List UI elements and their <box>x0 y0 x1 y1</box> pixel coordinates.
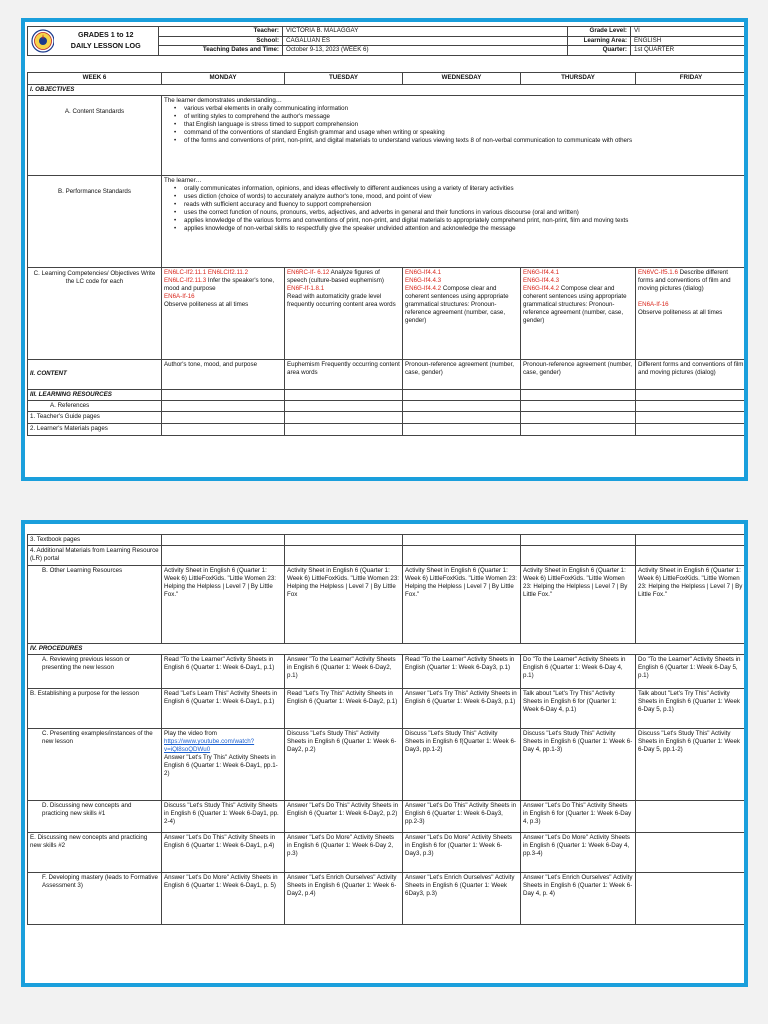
content-thursday: Pronoun-reference agreement (number, case, gender) <box>521 359 636 389</box>
procedure-d-monday: Discuss "Let's Study This" Activity Sheets in English 6 (Quarter 1: Week 6-Day1, pp. 2-4) <box>162 800 285 832</box>
area-value: ENGLISH <box>631 36 747 46</box>
additional-materials-label: 4. Additional Materials from Learning Resource (LR) portal <box>28 545 162 565</box>
teacher-value: VICTORIA B. MALAGGAY <box>283 27 568 37</box>
quarter-label: Quarter: <box>568 46 631 56</box>
competencies-friday: EN6VC-If5.1.6 Describe different forms and conventions of film and moving pictures (dialog) EN6A-If-16 Observe politeness at all times <box>636 267 747 359</box>
list-item: • orally communicates information, opinions, and ideas effectively to different audiences using a variety of literary activities <box>164 185 744 193</box>
procedure-b-friday: Talk about "Let's Try This" Activity Sheets in English 6 (Quarter 1: Week 6-Day 5, p.1) <box>636 688 747 728</box>
learners-materials-label: 2. Learner's Materials pages <box>28 423 162 435</box>
lesson-table-2 <box>27 534 747 925</box>
list-item: • reads with sufficient accuracy and fluency to support comprehension <box>164 201 744 209</box>
procedure-e-tuesday: Answer "Let's Do More" Activity Sheets in English 6 (Quarter 1: Week 6-Day 2, p.3) <box>285 832 403 872</box>
procedure-e-thursday: Answer "Let's Do More" Activity Sheets in English 6 (Quarter 1: Week 6-Day 4, pp.3-4) <box>521 832 636 872</box>
content-wednesday: Pronoun-reference agreement (number, case, gender) <box>403 359 521 389</box>
grade-value: VI <box>631 27 747 37</box>
content-tuesday: Euphemism Frequently occurring content area words <box>285 359 403 389</box>
list-item: • various verbal elements in orally communicating information <box>164 105 744 113</box>
lesson-table-1 <box>27 72 747 436</box>
procedure-c-tuesday: Discuss "Let's Study This" Activity Sheets in English 6 (Quarter 1: Week 6-Day2, p.2) <box>285 728 403 800</box>
content-standards-cell <box>162 95 747 175</box>
procedure-a-friday: Do "To the Learner" Activity Sheets in English 6 (Quarter 1: Week 6-Day 5, p.1) <box>636 654 747 688</box>
content-friday: Different forms and conventions of film and moving pictures (dialog) <box>636 359 747 389</box>
procedure-c-wednesday: Discuss "Let's Study This" Activity Sheets in English 6 f(Quarter 1: Week 6-Day3, pp.1-2) <box>403 728 521 800</box>
teachers-guide-label: 1. Teacher's Guide pages <box>28 411 162 423</box>
list-item: • uses diction (choice of words) to accurately analyze author's tone, mood, and point of view <box>164 193 744 201</box>
procedure-e-friday <box>636 832 747 872</box>
procedure-d-wednesday: Answer "Let's Do This" Activity Sheets in English 6 (Quarter 1: Week 6-Day3, pp.2-3) <box>403 800 521 832</box>
procedure-b-wednesday: Answer "Let's Try This" Activity Sheets in English 6 (Quarter 1: Week 6-Day3, p.1) <box>403 688 521 728</box>
procedure-d-thursday: Answer "Let's Do This" Activity Sheets in English 6 for (Quarter 1: Week 6-Day 4, p.3) <box>521 800 636 832</box>
dates-value: October 9-13, 2023 (WEEK 6) <box>283 46 568 56</box>
deped-seal-icon <box>28 27 54 56</box>
list-item: • of writing styles to comprehend the author's message <box>164 113 744 121</box>
content-monday: Author's tone, mood, and purpose <box>162 359 285 389</box>
week-header: WEEK 6 <box>28 73 162 85</box>
school-label: School: <box>159 36 283 46</box>
procedure-f-tuesday: Answer "Let's Enrich Ourselves" Activity Sheets in English 6 (Quarter 1: Week 6-Day2, p.4) <box>285 872 403 924</box>
procedure-e-monday: Answer "Let's Do This" Activity Sheets in English 6 (Quarter 1: Week 6-Day1, p.4) <box>162 832 285 872</box>
wednesday-header: WEDNESDAY <box>403 73 521 85</box>
competencies-tuesday: EN6RC-If- 6.12 Analyze figures of speech (culture-based euphemism) EN6F-If-1.8.1 Read with automaticity grade level frequently occurring content area words <box>285 267 403 359</box>
references-label: A. References <box>28 400 162 411</box>
competencies-monday: EN6LC-If2.11.1 EN6LCIf2.11.2 EN6LC-If2.11.3 Infer the speaker's tone, mood and purpose EN6A-If-16 Observe politeness at all times <box>162 267 285 359</box>
procedure-f-friday <box>636 872 747 924</box>
procedure-b-monday: Read "Let's Learn This" Activity Sheets in English 6 (Quarter 1: Week 6-Day1, p.1) <box>162 688 285 728</box>
procedure-c-thursday: Discuss "Let's Study This" Activity Sheets in English 6 (Quarter 1: Week 6-Day 4, pp.1-3) <box>521 728 636 800</box>
dates-label: Teaching Dates and Time: <box>159 46 283 56</box>
form-title: GRADES 1 to 12 <box>77 29 134 39</box>
textbook-label: 3. Textbook pages <box>28 535 162 546</box>
procedure-f-monday: Answer "Let's Do More" Activity Sheets in English 6 (Quarter 1: Week 6-Day1, p. 5) <box>162 872 285 924</box>
procedure-d-label: D. Discussing new concepts and practicing new skills #1 <box>28 800 162 832</box>
competencies-wednesday: EN6G-If4.4.1 EN6G-If4.4.3 EN6G-If4.4.2 Compose clear and coherent sentences using appropriate grammatical structures: Pronoun-reference agreement (number, case, gender) <box>403 267 521 359</box>
performance-standards-cell <box>162 175 747 267</box>
procedure-d-tuesday: Answer "Let's Do This" Activity Sheets in English 6 (Quarter 1: Week 6-Day2, p.2) <box>285 800 403 832</box>
youtube-link[interactable]: https://www.youtube.com/watch?v=iQl8soQDWu0 <box>164 737 255 753</box>
quarter-value: 1st QUARTER <box>631 46 747 56</box>
list-item: • applies knowledge of non-verbal skills to respectfully give the speaker undivided attention and acknowledge the message <box>164 225 744 233</box>
teacher-label: Teacher: <box>159 27 283 37</box>
procedure-a-thursday: Do "To the Learner" Activity Sheets in English 6 (Quarter 1: Week 6-Day 4, p.1) <box>521 654 636 688</box>
other-resources-wednesday: Activity Sheet in English 6 (Quarter 1: Week 6) LittleFoxKids. "Little Women 23: Helping the Helpless | Level 7 | By Little Fox." <box>403 565 521 643</box>
other-resources-tuesday: Activity Sheet in English 6 (Quarter 1: Week 6) LittleFoxKids. "Little Women 23: Helping the Helpless | Level 7 | By Little Fox <box>285 565 403 643</box>
list-item: • uses the correct function of nouns, pronouns, verbs, adjectives, and adverbs in general and their functions in various discourse (oral and written) <box>164 209 744 217</box>
page-1 <box>21 18 748 481</box>
page-2 <box>21 520 748 987</box>
procedure-d-friday <box>636 800 747 832</box>
monday-header: MONDAY <box>162 73 285 85</box>
procedure-f-thursday: Answer "Let's Enrich Ourselves" Activity Sheets in English 6 (Quarter 1: Week 6-Day 4, p. 4) <box>521 872 636 924</box>
procedures-heading: IV. PROCEDURES <box>28 643 747 654</box>
tuesday-header: TUESDAY <box>285 73 403 85</box>
competencies-thursday: EN6G-If4.4.1 EN6G-If4.4.3 EN6G-If4.4.2 Compose clear and coherent sentences using appropriate grammatical structures: Pronoun-reference agreement (number, case, gender) <box>521 267 636 359</box>
area-label: Learning Area: <box>568 36 631 46</box>
procedure-f-wednesday: Answer "Let's Enrich Ourselves" Activity Sheets in English 6 (Quarter 1: Week 6Day3, p.3) <box>403 872 521 924</box>
objectives-heading: I. OBJECTIVES <box>28 85 747 96</box>
content-standards-intro: The learner demonstrates understanding… <box>164 96 282 104</box>
competencies-label: C. Learning Competencies/ Objectives Write the LC code for each <box>28 267 162 359</box>
header-table <box>27 26 747 56</box>
procedure-e-wednesday: Answer "Let's Do More" Activity Sheets in English 6 for (Quarter 1: Week 6-Day3, p.3) <box>403 832 521 872</box>
other-resources-label: B. Other Learning Resources <box>28 565 162 643</box>
procedure-c-friday: Discuss "Let's Study This" Activity Sheets in English 6 (Quarter 1: Week 6-Day 5, pp.1-2) <box>636 728 747 800</box>
performance-standards-label: B. Performance Standards <box>28 175 162 267</box>
content-standards-label: A. Content Standards <box>28 95 162 175</box>
list-item: • that English language is stress timed to support comprehension <box>164 121 744 129</box>
list-item: • applies knowledge of the various forms and conventions of print, non-print, and digital materials to appropriately comprehend print, non-print, film and moving texts <box>164 217 744 225</box>
procedure-b-tuesday: Read "Let's Try This" Activity Sheets in English 6 (Quarter 1: Week 6-Day2, p.1) <box>285 688 403 728</box>
procedure-c-monday: Play the video from https://www.youtube.com/watch?v=iQl8soQDWu0 Answer "Let's Try This" Activity Sheets in English 6 (Quarter 1: Week 6-Day1, pp.1-2) <box>162 728 285 800</box>
procedure-b-thursday: Talk about "Let's Try This" Activity Sheets in English 6 for (Quarter 1: Week 6-Day 4, p.1) <box>521 688 636 728</box>
friday-header: FRIDAY <box>636 73 747 85</box>
other-resources-monday: Activity Sheet in English 6 (Quarter 1: Week 6) LittleFoxKids. "Little Women 23: Helping the Helpless | Level 7 | By Little Fox." <box>162 565 285 643</box>
procedure-a-monday: Read "To the Learner" Activity Sheets in English 6 (Quarter 1: Week 6-Day1, p.1) <box>162 654 285 688</box>
thursday-header: THURSDAY <box>521 73 636 85</box>
other-resources-thursday: Activity Sheet in English 6 (Quarter 1: Week 6) LittleFoxKids. "Little Women 23: Helping the Helpless | Level 7 | By Little Fox." <box>521 565 636 643</box>
list-item: • of the forms and conventions of print, non-print, and digital materials to understand various viewing texts 8 of non-verbal communication to communicate with others <box>164 137 744 145</box>
procedure-a-label: A. Reviewing previous lesson or presenting the new lesson <box>28 654 162 688</box>
other-resources-friday: Activity Sheet in English 6 (Quarter 1: Week 6) LittleFoxKids. "Little Women 23: Helping the Helpless | Level 7 | By Little Fox." <box>636 565 747 643</box>
resources-heading: III. LEARNING RESOURCES <box>28 389 162 400</box>
performance-standards-intro: The learner… <box>164 176 202 184</box>
procedure-b-label: B. Establishing a purpose for the lesson <box>28 688 162 728</box>
grade-label: Grade Level: <box>568 27 631 37</box>
procedure-a-wednesday: Read "To the Learner" Activity Sheets in English (Quarter 1: Week 6-Day3, p.1) <box>403 654 521 688</box>
procedure-c-label: C. Presenting examples/instances of the new lesson <box>28 728 162 800</box>
content-heading: II. CONTENT <box>28 359 162 389</box>
school-value: CAGALUAN ES <box>283 36 568 46</box>
procedure-e-label: E. Discussing new concepts and practicing new skills #2 <box>28 832 162 872</box>
list-item: • command of the conventions of standard English grammar and usage when writing or speaking <box>164 129 744 137</box>
procedure-a-tuesday: Answer "To the Learner" Activity Sheets in English 6 (Quarter 1: Week 6-Day2, p.1) <box>285 654 403 688</box>
procedure-f-label: F. Developing mastery (leads to Formative Assessment 3) <box>28 872 162 924</box>
form-subtitle: DAILY LESSON LOG <box>70 40 141 50</box>
